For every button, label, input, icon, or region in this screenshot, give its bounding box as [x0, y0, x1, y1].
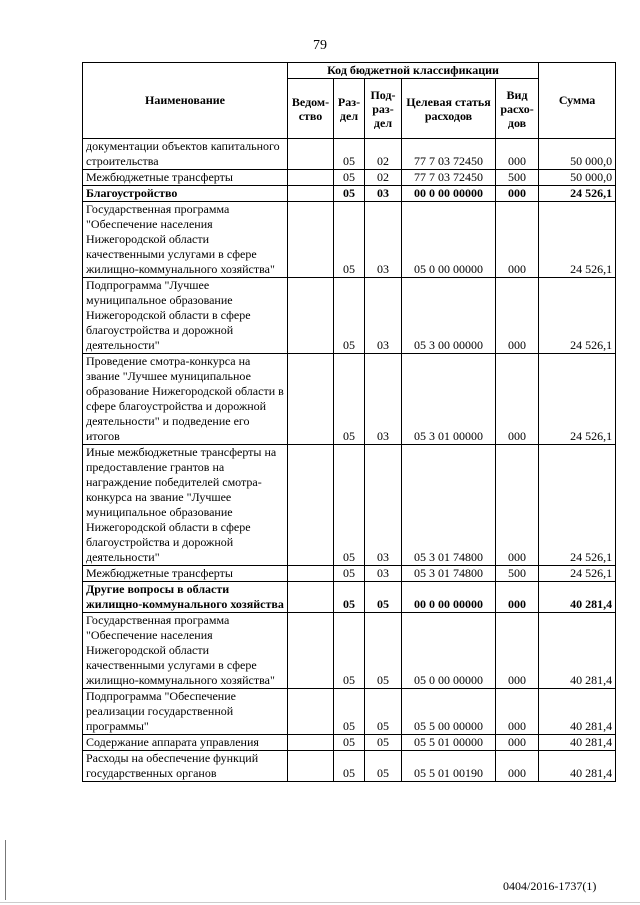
- header-section: Раз-дел: [334, 79, 365, 139]
- cell-subsection: 02: [365, 139, 402, 170]
- cell-target: 05 0 00 00000: [402, 613, 496, 689]
- cell-section: 05: [334, 278, 365, 354]
- cell-name: Государственная программа "Обеспечение населения Нижегородской области качественными услугами в сфере жилищно-коммунального хозяйства": [83, 613, 288, 689]
- cell-target: 05 3 01 00000: [402, 354, 496, 445]
- cell-section: 05: [334, 186, 365, 202]
- cell-dept: [288, 582, 334, 613]
- cell-target: 05 5 01 00190: [402, 751, 496, 782]
- cell-exptype: 000: [496, 445, 539, 566]
- cell-name: Межбюджетные трансферты: [83, 170, 288, 186]
- cell-target: 00 0 00 00000: [402, 186, 496, 202]
- cell-exptype: 000: [496, 751, 539, 782]
- cell-exptype: 000: [496, 354, 539, 445]
- cell-section: 05: [334, 139, 365, 170]
- table-row: [83, 689, 616, 735]
- table-row: [83, 445, 616, 566]
- cell-dept: [288, 170, 334, 186]
- cell-name: Межбюджетные трансферты: [83, 566, 288, 582]
- table-row: [83, 735, 616, 751]
- cell-subsection: 05: [365, 582, 402, 613]
- table-row: [83, 354, 616, 445]
- cell-target: 05 0 00 00000: [402, 202, 496, 278]
- budget-table: [82, 62, 616, 782]
- table-row: [83, 751, 616, 782]
- cell-subsection: 03: [365, 566, 402, 582]
- cell-name: Благоустройство: [83, 186, 288, 202]
- cell-dept: [288, 354, 334, 445]
- cell-exptype: 000: [496, 735, 539, 751]
- cell-target: 05 5 01 00000: [402, 735, 496, 751]
- cell-section: 05: [334, 445, 365, 566]
- cell-subsection: 05: [365, 689, 402, 735]
- table-body: [83, 139, 616, 782]
- cell-sum: 24 526,1: [539, 445, 616, 566]
- cell-exptype: 000: [496, 186, 539, 202]
- cell-dept: [288, 445, 334, 566]
- cell-subsection: 03: [365, 354, 402, 445]
- cell-exptype: 000: [496, 582, 539, 613]
- cell-dept: [288, 689, 334, 735]
- cell-sum: 40 281,4: [539, 751, 616, 782]
- cell-name: Подпрограмма "Обеспечение реализации государственной программы": [83, 689, 288, 735]
- cell-subsection: 05: [365, 751, 402, 782]
- header-name: Наименование: [83, 63, 288, 139]
- cell-sum: 50 000,0: [539, 139, 616, 170]
- table-row: [83, 566, 616, 582]
- table-row: [83, 170, 616, 186]
- cell-sum: 40 281,4: [539, 689, 616, 735]
- cell-subsection: 03: [365, 445, 402, 566]
- cell-sum: 24 526,1: [539, 278, 616, 354]
- cell-sum: 40 281,4: [539, 582, 616, 613]
- scan-edge-bottom: [0, 902, 640, 903]
- cell-name: Содержание аппарата управления: [83, 735, 288, 751]
- cell-target: 77 7 03 72450: [402, 139, 496, 170]
- cell-name: Проведение смотра-конкурса на звание "Лучшее муниципальное образование Нижегородской области в сфере благоустройства и дорожной деятельности" и подведение его итогов: [83, 354, 288, 445]
- cell-name: Иные межбюджетные трансферты на предоставление грантов на награждение победителей смотра-конкурса на звание "Лучшее муниципальное образование Нижегородской области в сфере благоустройства и дорожной деятельности": [83, 445, 288, 566]
- cell-section: 05: [334, 582, 365, 613]
- cell-sum: 24 526,1: [539, 186, 616, 202]
- cell-dept: [288, 139, 334, 170]
- cell-section: 05: [334, 202, 365, 278]
- cell-section: 05: [334, 566, 365, 582]
- document-code: 0404/2016-1737(1): [503, 879, 597, 893]
- cell-exptype: 000: [496, 689, 539, 735]
- table-row: [83, 613, 616, 689]
- header-sum: Сумма: [539, 63, 616, 139]
- cell-target: 05 5 00 00000: [402, 689, 496, 735]
- cell-sum: 40 281,4: [539, 613, 616, 689]
- cell-exptype: 500: [496, 170, 539, 186]
- cell-target: 00 0 00 00000: [402, 582, 496, 613]
- cell-sum: 24 526,1: [539, 354, 616, 445]
- cell-dept: [288, 751, 334, 782]
- cell-section: 05: [334, 735, 365, 751]
- cell-name: Государственная программа "Обеспечение населения Нижегородской области качественными услугами в сфере жилищно-коммунального хозяйства": [83, 202, 288, 278]
- cell-target: 77 7 03 72450: [402, 170, 496, 186]
- cell-section: 05: [334, 751, 365, 782]
- cell-subsection: 03: [365, 202, 402, 278]
- table-row: [83, 139, 616, 170]
- header-subsection: Под-раз-дел: [365, 79, 402, 139]
- page-number: 79: [313, 38, 327, 53]
- cell-sum: 40 281,4: [539, 735, 616, 751]
- header-dept: Ведом-ство: [288, 79, 334, 139]
- scan-edge-left: [5, 840, 6, 900]
- cell-dept: [288, 735, 334, 751]
- cell-subsection: 05: [365, 613, 402, 689]
- cell-name: Подпрограмма "Лучшее муниципальное образование Нижегородской области в сфере благоустройства и дорожной деятельности": [83, 278, 288, 354]
- cell-section: 05: [334, 689, 365, 735]
- cell-target: 05 3 01 74800: [402, 566, 496, 582]
- cell-sum: 50 000,0: [539, 170, 616, 186]
- header-classification-group: Код бюджетной классификации: [288, 63, 539, 79]
- cell-sum: 24 526,1: [539, 566, 616, 582]
- cell-name: документации объектов капитального строительства: [83, 139, 288, 170]
- cell-sum: 24 526,1: [539, 202, 616, 278]
- cell-exptype: 000: [496, 613, 539, 689]
- cell-name: Расходы на обеспечение функций государственных органов: [83, 751, 288, 782]
- cell-section: 05: [334, 613, 365, 689]
- cell-dept: [288, 613, 334, 689]
- cell-subsection: 02: [365, 170, 402, 186]
- table-row: [83, 582, 616, 613]
- cell-dept: [288, 278, 334, 354]
- table-row: [83, 186, 616, 202]
- cell-target: 05 3 01 74800: [402, 445, 496, 566]
- cell-name: Другие вопросы в области жилищно-коммунального хозяйства: [83, 582, 288, 613]
- cell-exptype: 000: [496, 278, 539, 354]
- table-row: [83, 202, 616, 278]
- cell-exptype: 500: [496, 566, 539, 582]
- cell-subsection: 03: [365, 278, 402, 354]
- header-exptype: Вид расхо-дов: [496, 79, 539, 139]
- cell-subsection: 05: [365, 735, 402, 751]
- header-target: Целевая статья расходов: [402, 79, 496, 139]
- table-row: [83, 278, 616, 354]
- cell-target: 05 3 00 00000: [402, 278, 496, 354]
- cell-dept: [288, 202, 334, 278]
- cell-subsection: 03: [365, 186, 402, 202]
- cell-exptype: 000: [496, 139, 539, 170]
- cell-exptype: 000: [496, 202, 539, 278]
- cell-section: 05: [334, 170, 365, 186]
- cell-dept: [288, 566, 334, 582]
- cell-dept: [288, 186, 334, 202]
- cell-section: 05: [334, 354, 365, 445]
